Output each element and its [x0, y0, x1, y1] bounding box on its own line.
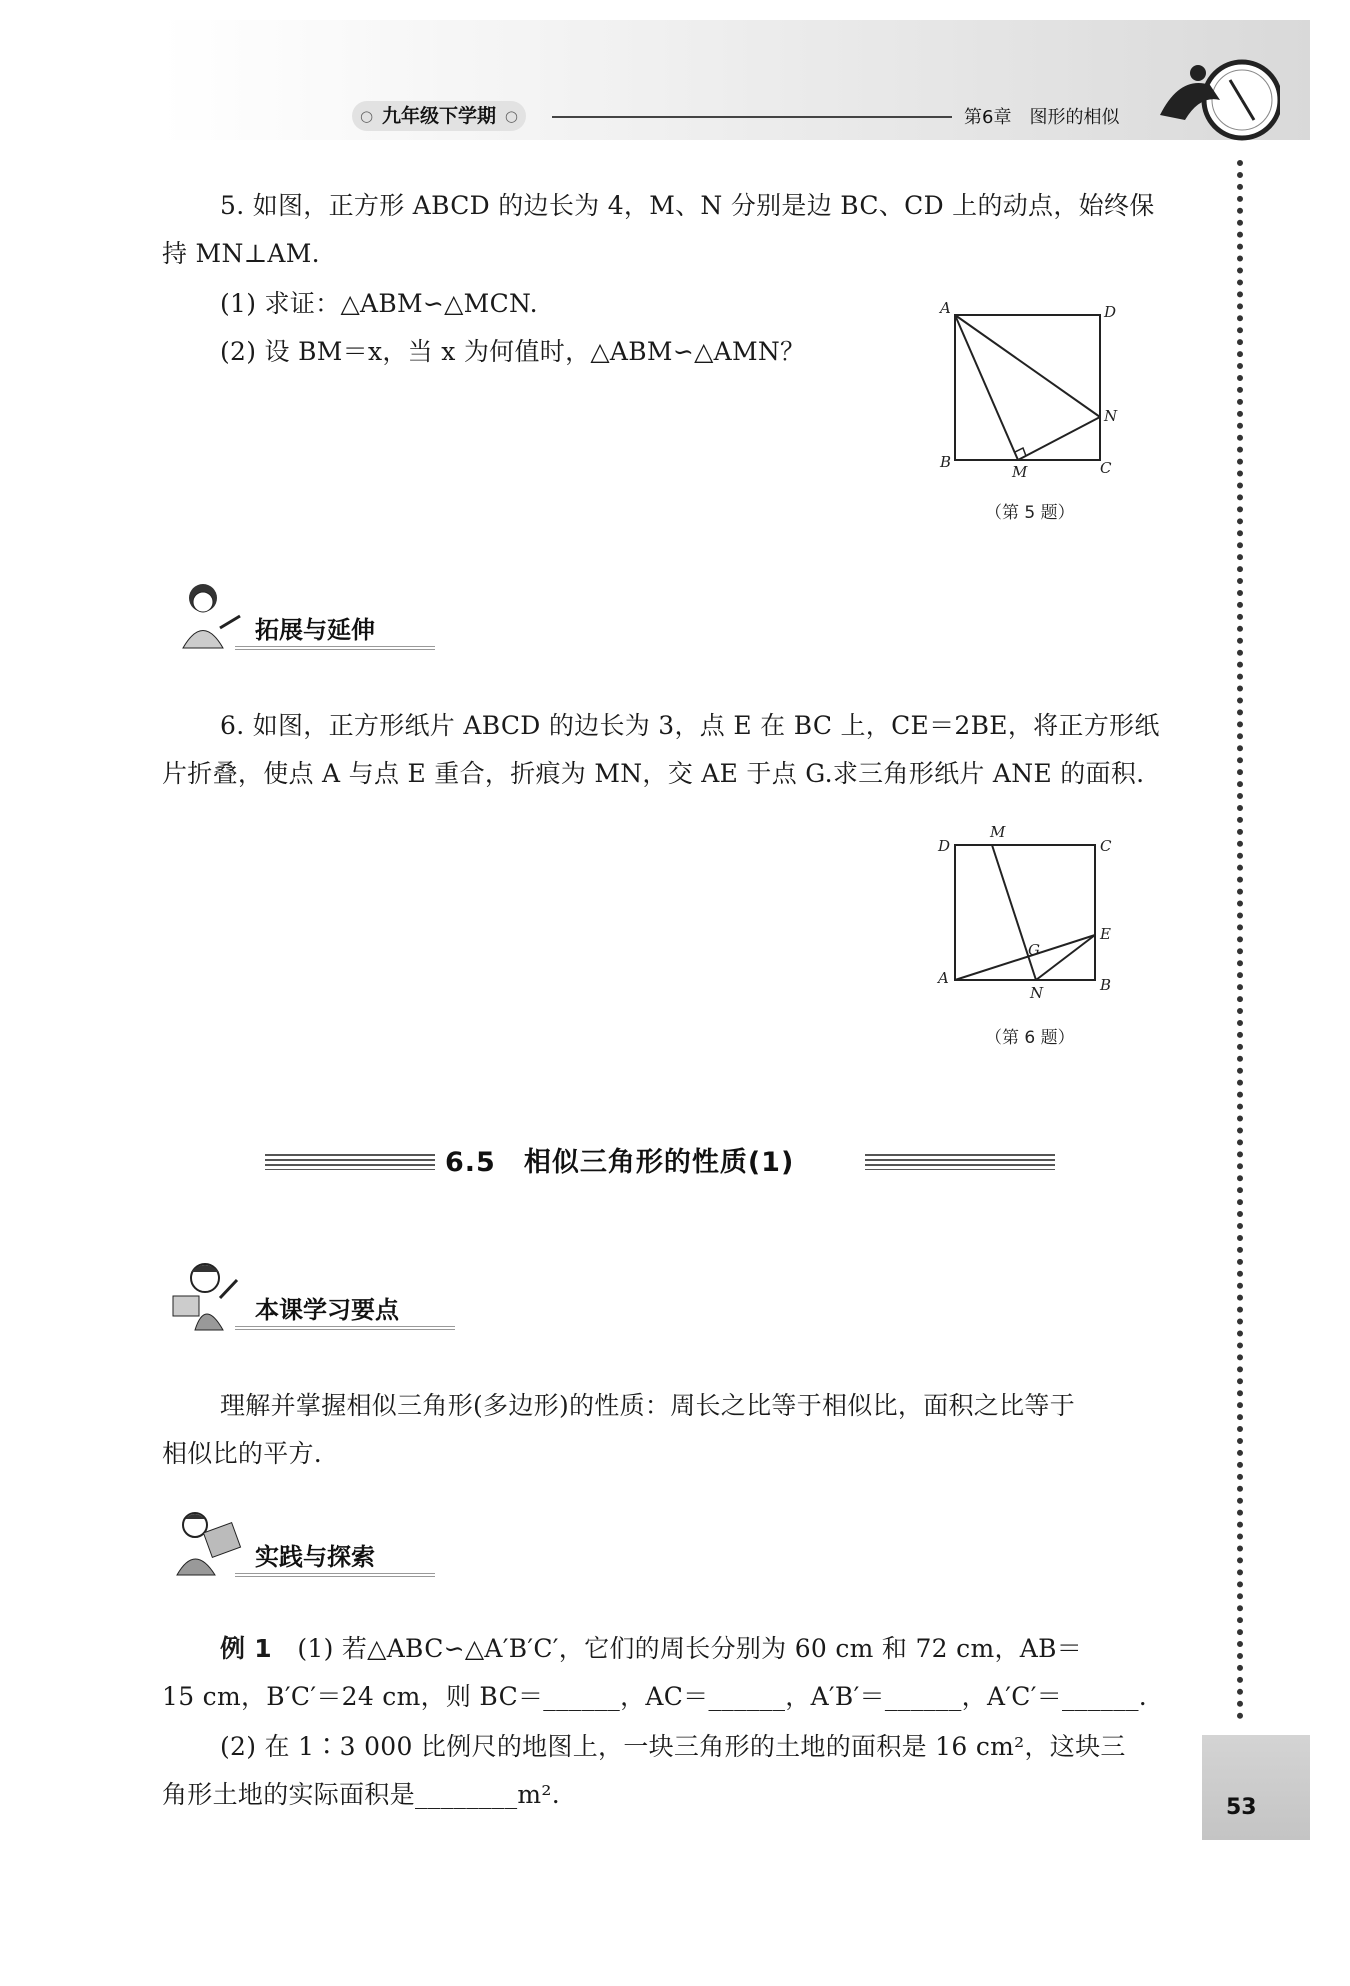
problem5-figure: [930, 295, 1130, 495]
section-6-5-title: 6.5 相似三角形的性质(1): [445, 1147, 795, 1178]
extend-banner: [165, 578, 425, 658]
grade-label: ○ 九年级下学期 ○: [352, 101, 526, 131]
example1-line3: (2) 在 1∶3 000 比例尺的地图上，一块三角形的土地的面积是 16 cm²，这块三: [220, 1732, 1126, 1761]
extend-title: 拓展与延伸: [255, 616, 375, 644]
chapter-title: 图形的相似: [1029, 107, 1120, 128]
keypoints-banner: [165, 1258, 455, 1338]
fig6-label-N: N: [1030, 984, 1044, 1002]
problem6-figure: [930, 815, 1130, 1015]
fig6-label-M: M: [990, 823, 1006, 841]
section-bars-right: [865, 1154, 1055, 1170]
chapter-number: 第6章: [964, 107, 1012, 128]
fig5-label-N: N: [1104, 407, 1118, 425]
fig5-label-C: C: [1100, 459, 1112, 477]
student-reading-mascot-icon: [165, 1258, 245, 1338]
fig5-label-D: D: [1104, 303, 1117, 321]
compass-runner-icon: [1150, 45, 1280, 145]
page-number: 53: [1226, 1795, 1257, 1820]
keypoints-title: 本课学习要点: [255, 1296, 399, 1324]
extend-rule: [235, 644, 435, 650]
student-exploring-mascot-icon: [165, 1505, 245, 1585]
fig5-label-M: M: [1012, 463, 1028, 481]
practice-title: 实践与探索: [255, 1543, 375, 1571]
problem5-part1: (1) 求证：△ABM∽△MCN.: [220, 289, 538, 318]
header-band: [160, 20, 1310, 140]
problem5-line1: 5. 如图，正方形 ABCD 的边长为 4，M、N 分别是边 BC、CD 上的动点，始终保: [220, 191, 1155, 220]
practice-rule: [235, 1571, 435, 1577]
teacher-mascot-icon: [165, 578, 245, 658]
problem5-caption: （第 5 题）: [985, 503, 1075, 523]
keypoints-line1: 理解并掌握相似三角形(多边形)的性质：周长之比等于相似比，面积之比等于: [220, 1391, 1076, 1420]
page-number-box: [1202, 1735, 1310, 1840]
chapter-label: [964, 103, 1119, 129]
fig5-label-A: A: [940, 299, 951, 317]
section-bars-left: [265, 1154, 435, 1170]
example1-label: 例 1: [220, 1634, 272, 1663]
header-divider: [552, 116, 952, 118]
section-6-5-heading: [265, 1140, 1055, 1180]
fig6-label-A: A: [938, 969, 949, 987]
margin-dotted-rule: [1237, 160, 1243, 1720]
problem5-part2: (2) 设 BM＝x，当 x 为何值时，△ABM∽△AMN？: [220, 337, 806, 366]
fig6-label-D: D: [938, 837, 951, 855]
keypoints-line2: 相似比的平方.: [162, 1439, 323, 1468]
example1-text1: (1) 若△ABC∽△A′B′C′，它们的周长分别为 60 cm 和 72 cm，AB＝: [297, 1634, 1083, 1663]
example1-line4: 角形土地的实际面积是________m².: [162, 1780, 560, 1809]
fig6-label-C: C: [1100, 837, 1112, 855]
fig6-label-G: G: [1028, 941, 1040, 959]
example1-line1: [220, 1625, 1082, 1673]
problem6-line2: 片折叠，使点 A 与点 E 重合，折痕为 MN，交 AE 于点 G.求三角形纸片 ANE 的面积.: [162, 759, 1145, 788]
fig5-label-B: B: [940, 453, 952, 471]
fig6-label-B: B: [1100, 976, 1112, 994]
keypoints-rule: [235, 1324, 455, 1330]
fig6-label-E: E: [1100, 925, 1111, 943]
practice-banner: [165, 1505, 425, 1585]
example1-line2: 15 cm，B′C′＝24 cm，则 BC＝______，AC＝______，A′B′＝______，A′C′＝______.: [162, 1682, 1148, 1711]
problem6-line1: 6. 如图，正方形纸片 ABCD 的边长为 3，点 E 在 BC 上，CE＝2BE，将正方形纸: [220, 711, 1160, 740]
problem5-line2: 持 MN⊥AM.: [162, 239, 320, 268]
problem6-caption: （第 6 题）: [985, 1028, 1075, 1048]
